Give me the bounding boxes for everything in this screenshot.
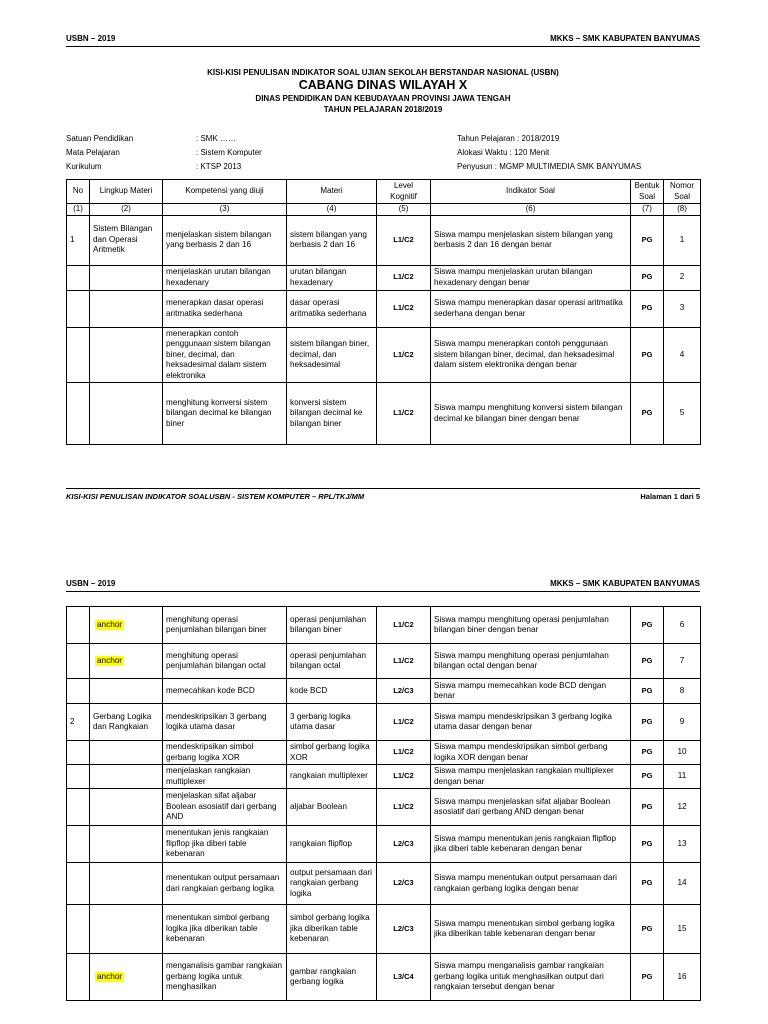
column-header: Indikator Soal xyxy=(431,180,631,204)
table-row xyxy=(67,290,701,327)
cell-materi: 3 gerbang logika utama dasar xyxy=(287,704,377,741)
column-number-row xyxy=(67,204,701,216)
cell-indikator: Siswa mampu menjelaskan sistem bilangan yang berbasis 2 dan 16 dengan benar xyxy=(431,215,631,265)
page-header xyxy=(66,34,700,47)
cell-bentuk: PG xyxy=(631,290,664,327)
cell-no xyxy=(67,607,90,644)
cell-materi: rangkaian flipflop xyxy=(287,826,377,863)
cell-materi: kode BCD xyxy=(287,679,377,704)
cell-bentuk: PG xyxy=(631,383,664,445)
cell-bentuk: PG xyxy=(631,644,664,679)
cell-kompetensi: menjelaskan urutan bilangan hexadenary xyxy=(163,265,287,290)
cell-indikator: Siswa mampu menentukan output persamaan dari rangkaian gerbang logika dengan benar xyxy=(431,863,631,905)
cell-bentuk: PG xyxy=(631,905,664,954)
column-header: Nomor Soal xyxy=(664,180,701,204)
cell-nomor: 1 xyxy=(664,215,701,265)
cell-no xyxy=(67,826,90,863)
cell-no xyxy=(67,644,90,679)
cell-lingkup xyxy=(90,789,163,826)
cell-materi: simbol gerbang logika XOR xyxy=(287,741,377,765)
page-footer xyxy=(66,488,700,501)
cell-lingkup xyxy=(90,905,163,954)
cell-level: L1/C2 xyxy=(377,327,431,383)
cell-nomor: 16 xyxy=(664,954,701,1001)
cell-materi: aljabar Boolean xyxy=(287,789,377,826)
cell-nomor: 3 xyxy=(664,290,701,327)
cell-no xyxy=(67,327,90,383)
title-line-4: TAHUN PELAJARAN 2018/2019 xyxy=(323,105,443,114)
cell-level: L3/C4 xyxy=(377,954,431,1001)
cell-bentuk: PG xyxy=(631,863,664,905)
cell-no: 2 xyxy=(67,704,90,741)
column-header: No xyxy=(67,180,90,204)
cell-kompetensi: menghitung operasi penjumlahan bilangan octal xyxy=(163,644,287,679)
cell-indikator: Siswa mampu menerapkan contoh penggunaan sistem bilangan biner, decimal, dan heksadesimal dalam sistem elektronika dengan benar xyxy=(431,327,631,383)
meta-row xyxy=(66,146,262,160)
table-row xyxy=(67,765,701,789)
title-line-3: DINAS PENDIDIKAN DAN KEBUDAYAAN PROVINSI JAWA TENGAH xyxy=(255,94,511,103)
cell-lingkup: Gerbang Logika dan Rangkaian xyxy=(90,704,163,741)
cell-level: L2/C3 xyxy=(377,863,431,905)
cell-indikator: Siswa mampu mendeskripsikan simbol gerbang logika XOR dengan benar xyxy=(431,741,631,765)
cell-no xyxy=(67,741,90,765)
cell-kompetensi: menerapkan contoh penggunaan sistem bilangan biner, decimal, dan heksadesimal dalam sistem elektronika xyxy=(163,327,287,383)
cell-level: L1/C2 xyxy=(377,383,431,445)
cell-lingkup: Sistem Bilangan dan Operasi Aritmetik xyxy=(90,215,163,265)
column-header: Materi xyxy=(287,180,377,204)
cell-no xyxy=(67,765,90,789)
table-row xyxy=(67,954,701,1001)
table-row xyxy=(67,704,701,741)
column-number: (3) xyxy=(163,204,287,216)
meta-label: Mata Pelajaran xyxy=(66,148,120,157)
cell-level: L1/C2 xyxy=(377,644,431,679)
cell-indikator: Siswa mampu menghitung operasi penjumlahan bilangan octal dengan benar xyxy=(431,644,631,679)
cell-nomor: 6 xyxy=(664,607,701,644)
cell-level: L1/C2 xyxy=(377,607,431,644)
cell-bentuk: PG xyxy=(631,215,664,265)
cell-level: L2/C3 xyxy=(377,905,431,954)
cell-bentuk: PG xyxy=(631,607,664,644)
cell-lingkup xyxy=(90,765,163,789)
cell-bentuk: PG xyxy=(631,327,664,383)
table-row xyxy=(67,265,701,290)
cell-materi: dasar operasi aritmatika sederhana xyxy=(287,290,377,327)
cell-materi: konversi sistem bilangan decimal ke bilangan biner xyxy=(287,383,377,445)
cell-lingkup xyxy=(90,954,163,1001)
cell-materi: output persamaan dari rangkaian gerbang logika xyxy=(287,863,377,905)
table-header-row xyxy=(67,180,701,204)
table-row xyxy=(67,741,701,765)
cell-no xyxy=(67,954,90,1001)
column-number: (4) xyxy=(287,204,377,216)
cell-indikator: Siswa mampu menjelaskan urutan bilangan hexadenary dengan benar xyxy=(431,265,631,290)
cell-lingkup xyxy=(90,607,163,644)
page-gap xyxy=(0,520,768,572)
cell-bentuk: PG xyxy=(631,265,664,290)
cell-lingkup xyxy=(90,741,163,765)
meta-row xyxy=(66,160,262,174)
cell-materi: gambar rangkaian gerbang logika xyxy=(287,954,377,1001)
header-right: MKKS – SMK KABUPATEN BANYUMAS xyxy=(550,34,700,43)
cell-kompetensi: menjelaskan sifat aljabar Boolean asosiatif dari gerbang AND xyxy=(163,789,287,826)
cell-level: L1/C2 xyxy=(377,265,431,290)
cell-kompetensi: menentukan output persamaan dari rangkaian gerbang logika xyxy=(163,863,287,905)
column-number: (8) xyxy=(664,204,701,216)
cell-no xyxy=(67,863,90,905)
table-row xyxy=(67,607,701,644)
column-number: (5) xyxy=(377,204,431,216)
cell-kompetensi: menjelaskan sistem bilangan yang berbasis 2 dan 16 xyxy=(163,215,287,265)
kisi-table-page-2 xyxy=(66,606,701,1001)
header-left: USBN – 2019 xyxy=(66,34,116,43)
cell-no xyxy=(67,290,90,327)
table-row xyxy=(67,905,701,954)
cell-indikator: Siswa mampu memecahkan kode BCD dengan benar xyxy=(431,679,631,704)
cell-no xyxy=(67,679,90,704)
cell-level: L1/C2 xyxy=(377,789,431,826)
cell-lingkup xyxy=(90,644,163,679)
header-left: USBN – 2019 xyxy=(66,579,116,588)
cell-nomor: 13 xyxy=(664,826,701,863)
cell-kompetensi: menghitung operasi penjumlahan bilangan biner xyxy=(163,607,287,644)
cell-level: L1/C2 xyxy=(377,290,431,327)
table-row xyxy=(67,383,701,445)
column-header: Bentuk Soal xyxy=(631,180,664,204)
cell-kompetensi: menjelaskan rangkaian multiplexer xyxy=(163,765,287,789)
title-line-2: CABANG DINAS WILAYAH X xyxy=(298,78,468,92)
table-row xyxy=(67,327,701,383)
cell-no xyxy=(67,789,90,826)
meta-value: : SMK …… xyxy=(196,134,237,143)
cell-indikator: Siswa mampu menghitung konversi sistem bilangan decimal ke bilangan biner dengan benar xyxy=(431,383,631,445)
meta-row: Alokasi Waktu : 120 Menit xyxy=(457,148,550,157)
footer-left: KISI-KISI PENULISAN INDIKATOR SOALUSBN - SISTEM KOMPUTER – RPL/TKJ/MM xyxy=(66,492,365,501)
cell-lingkup xyxy=(90,265,163,290)
cell-indikator: Siswa mampu menganalisis gambar rangkaian gerbang logika untuk menghasilkan output dari rangkaian tersebut dengan benar xyxy=(431,954,631,1001)
cell-indikator: Siswa mampu menentukan simbol gerbang logika jika diberikan table kebenaran dengan benar xyxy=(431,905,631,954)
cell-level: L1/C2 xyxy=(377,215,431,265)
cell-lingkup xyxy=(90,863,163,905)
cell-lingkup xyxy=(90,383,163,445)
cell-lingkup xyxy=(90,679,163,704)
cell-no xyxy=(67,265,90,290)
cell-lingkup xyxy=(90,290,163,327)
cell-bentuk: PG xyxy=(631,741,664,765)
anchor-marker: anchor xyxy=(97,655,123,665)
column-header: Kompetensi yang diuji xyxy=(163,180,287,204)
cell-lingkup xyxy=(90,826,163,863)
title-block xyxy=(66,67,700,115)
meta-right xyxy=(457,132,641,174)
cell-kompetensi: mendeskripsikan simbol gerbang logika XOR xyxy=(163,741,287,765)
cell-indikator: Siswa mampu menjelaskan rangkaian multiplexer dengan benar xyxy=(431,765,631,789)
column-number: (6) xyxy=(431,204,631,216)
cell-indikator: Siswa mampu menentukan jenis rangkaian flipflop jika diberi table kebenaran dengan benar xyxy=(431,826,631,863)
cell-lingkup xyxy=(90,327,163,383)
cell-indikator: Siswa mampu mendeskripsikan 3 gerbang logika utama dasar dengan benar xyxy=(431,704,631,741)
cell-kompetensi: mendeskripsikan 3 gerbang logika utama dasar xyxy=(163,704,287,741)
cell-kompetensi: menerapkan dasar operasi aritmatika sederhana xyxy=(163,290,287,327)
column-number: (1) xyxy=(67,204,90,216)
cell-nomor: 2 xyxy=(664,265,701,290)
cell-nomor: 12 xyxy=(664,789,701,826)
cell-bentuk: PG xyxy=(631,679,664,704)
cell-materi: operasi penjumlahan bilangan biner xyxy=(287,607,377,644)
cell-indikator: Siswa mampu menjelaskan sifat aljabar Boolean asosiatif dari gerbang AND dengan benar xyxy=(431,789,631,826)
cell-nomor: 11 xyxy=(664,765,701,789)
document-page-2 xyxy=(0,572,768,1024)
cell-materi: rangkaian multiplexer xyxy=(287,765,377,789)
cell-kompetensi: menentukan jenis rangkaian flipflop jika diberi table kebenaran xyxy=(163,826,287,863)
cell-level: L1/C2 xyxy=(377,741,431,765)
cell-materi: simbol gerbang logika jika diberikan table kebenaran xyxy=(287,905,377,954)
cell-materi: urutan bilangan hexadenary xyxy=(287,265,377,290)
cell-level: L1/C2 xyxy=(377,704,431,741)
cell-nomor: 9 xyxy=(664,704,701,741)
table-row xyxy=(67,789,701,826)
table-row xyxy=(67,644,701,679)
cell-level: L2/C3 xyxy=(377,826,431,863)
page-header xyxy=(66,579,700,592)
meta-value: : KTSP 2013 xyxy=(196,162,242,171)
column-number: (2) xyxy=(90,204,163,216)
column-header: Level Kognitif xyxy=(377,180,431,204)
kisi-table-page-1 xyxy=(66,179,701,445)
cell-indikator: Siswa mampu menerapkan dasar operasi aritmatika sederhana dengan benar xyxy=(431,290,631,327)
cell-bentuk: PG xyxy=(631,826,664,863)
cell-bentuk: PG xyxy=(631,789,664,826)
cell-nomor: 14 xyxy=(664,863,701,905)
cell-nomor: 7 xyxy=(664,644,701,679)
cell-no xyxy=(67,905,90,954)
table-row xyxy=(67,826,701,863)
title-line-1: KISI-KISI PENULISAN INDIKATOR SOAL UJIAN SEKOLAH BERSTANDAR NASIONAL (USBN) xyxy=(207,68,559,77)
meta-row: Tahun Pelajaran : 2018/2019 xyxy=(457,134,560,143)
meta-label: Satuan Pendidikan xyxy=(66,134,134,143)
cell-no xyxy=(67,383,90,445)
table-row xyxy=(67,863,701,905)
cell-indikator: Siswa mampu menghitung operasi penjumlahan bilangan biner dengan benar xyxy=(431,607,631,644)
cell-bentuk: PG xyxy=(631,954,664,1001)
cell-bentuk: PG xyxy=(631,704,664,741)
anchor-marker: anchor xyxy=(97,619,123,629)
cell-nomor: 5 xyxy=(664,383,701,445)
cell-materi: sistem bilangan biner, decimal, dan heksadesimal xyxy=(287,327,377,383)
cell-nomor: 10 xyxy=(664,741,701,765)
cell-nomor: 4 xyxy=(664,327,701,383)
cell-materi: operasi penjumlahan bilangan octal xyxy=(287,644,377,679)
meta-label: Kurikulum xyxy=(66,162,102,171)
cell-bentuk: PG xyxy=(631,765,664,789)
cell-kompetensi: menentukan simbol gerbang logika jika diberikan table kebenaran xyxy=(163,905,287,954)
table-row xyxy=(67,679,701,704)
cell-materi: sistem bilangan yang berbasis 2 dan 16 xyxy=(287,215,377,265)
meta-value: : Sistem Komputer xyxy=(196,148,262,157)
anchor-marker: anchor xyxy=(97,971,123,981)
meta-row: Penyusun : MGMP MULTIMEDIA SMK BANYUMAS xyxy=(457,162,642,171)
cell-level: L1/C2 xyxy=(377,765,431,789)
cell-kompetensi: menghitung konversi sistem bilangan decimal ke bilangan biner xyxy=(163,383,287,445)
cell-kompetensi: memecahkan kode BCD xyxy=(163,679,287,704)
cell-no: 1 xyxy=(67,215,90,265)
cell-level: L2/C3 xyxy=(377,679,431,704)
meta-left xyxy=(66,132,262,174)
table-row xyxy=(67,215,701,265)
cell-nomor: 8 xyxy=(664,679,701,704)
column-number: (7) xyxy=(631,204,664,216)
cell-kompetensi: menganalisis gambar rangkaian gerbang logika untuk menghasilkan xyxy=(163,954,287,1001)
cell-nomor: 15 xyxy=(664,905,701,954)
column-header: Lingkup Materi xyxy=(90,180,163,204)
header-right: MKKS – SMK KABUPATEN BANYUMAS xyxy=(550,579,700,588)
meta-row xyxy=(66,132,262,146)
footer-page-number: Halaman 1 dari 5 xyxy=(640,492,700,501)
